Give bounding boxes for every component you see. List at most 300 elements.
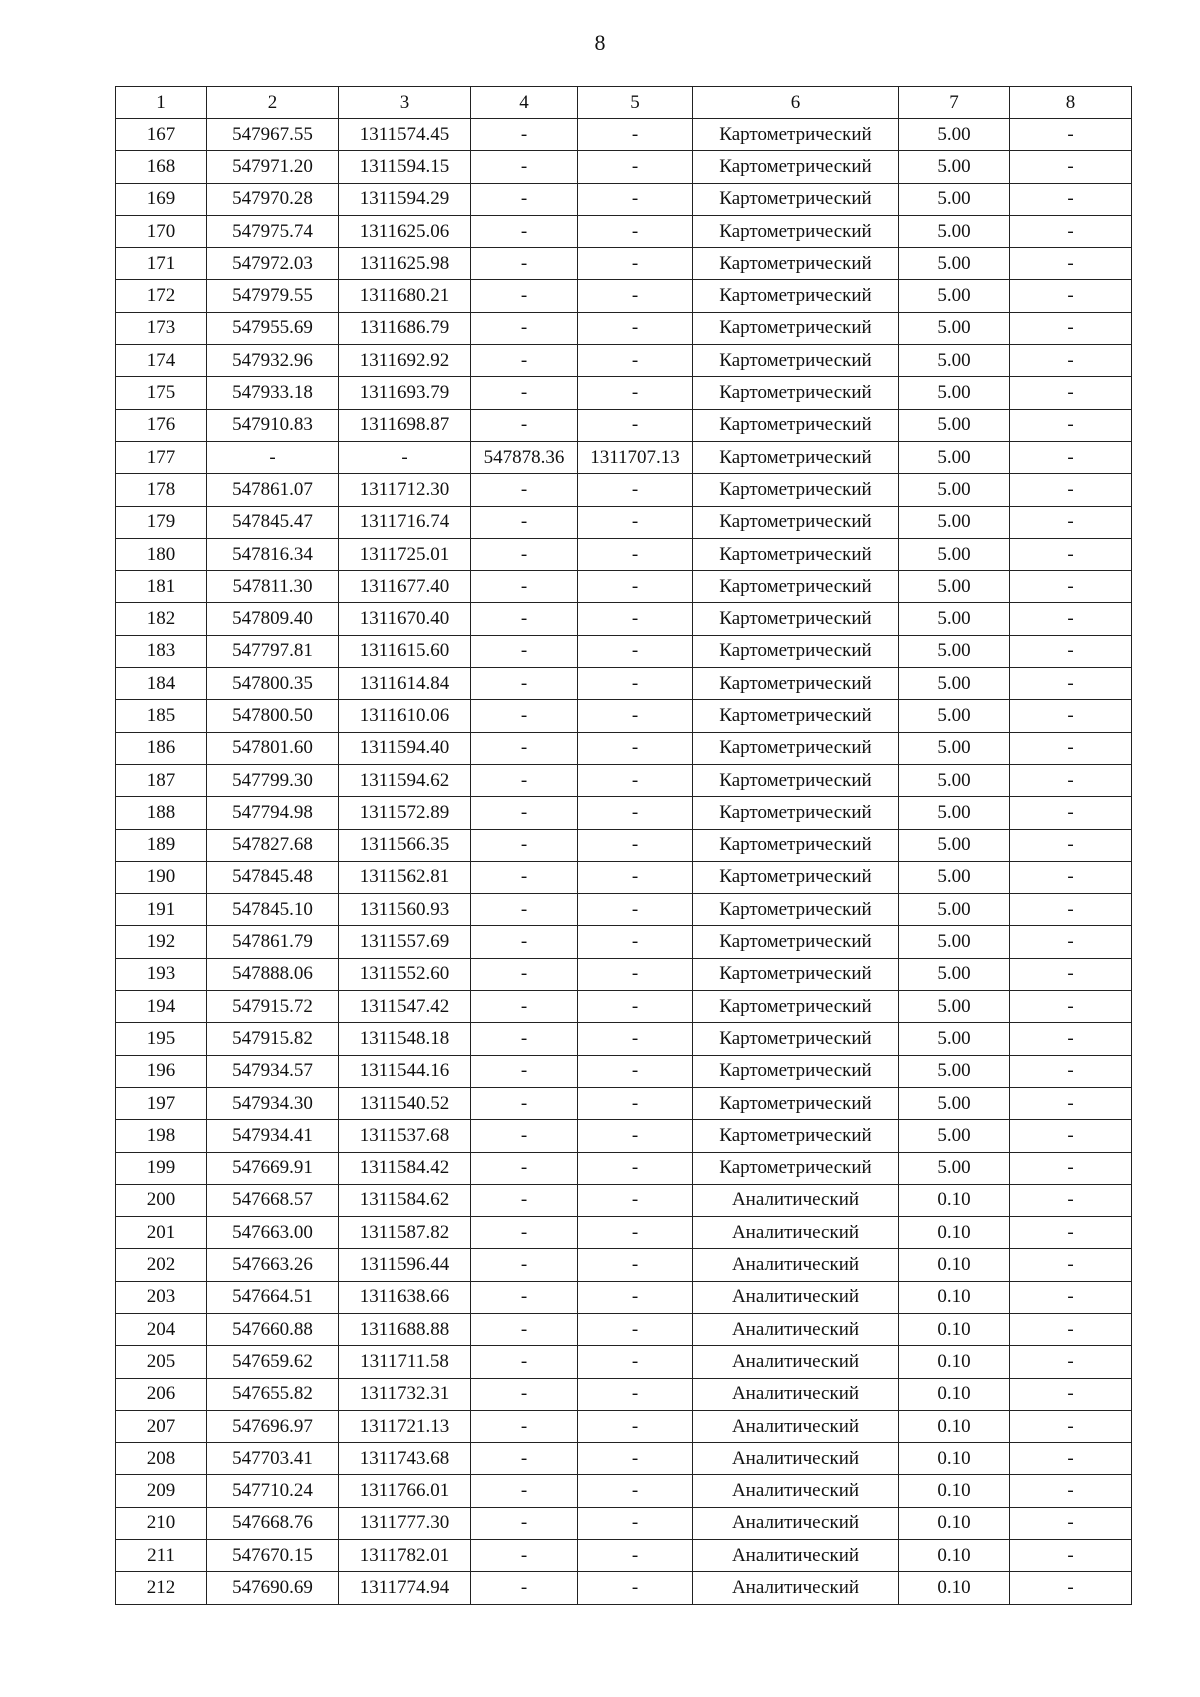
table-row [116,215,1132,247]
table-cell: - [1010,345,1132,377]
table-cell: 5.00 [899,1087,1010,1119]
table-row [116,603,1132,635]
table-row [116,1281,1132,1313]
table-cell: 1311743.68 [339,1443,471,1475]
table-cell: 5.00 [899,829,1010,861]
table-cell: - [471,1055,578,1087]
table-row [116,764,1132,796]
table-cell: - [578,1540,693,1572]
table-cell: 547811.30 [207,571,339,603]
table-cell: Картометрический [693,280,899,312]
table-cell: - [578,1410,693,1442]
table-cell: 5.00 [899,312,1010,344]
table-cell: 1311560.93 [339,894,471,926]
table-cell: 177 [116,441,207,473]
table-cell: 1311557.69 [339,926,471,958]
table-cell: 1311540.52 [339,1087,471,1119]
table-cell: - [471,409,578,441]
table-cell: Картометрический [693,312,899,344]
table-cell: 1311615.60 [339,635,471,667]
table-cell: - [471,1410,578,1442]
table-cell: 0.10 [899,1249,1010,1281]
table-row [116,668,1132,700]
table-cell: - [578,1023,693,1055]
table-row [116,1120,1132,1152]
table-cell: - [471,926,578,958]
table-cell: - [578,345,693,377]
table-cell: 1311725.01 [339,538,471,570]
table-cell: 5.00 [899,668,1010,700]
table-row [116,829,1132,861]
table-cell: - [1010,1443,1132,1475]
table-cell: 200 [116,1184,207,1216]
table-cell: 547703.41 [207,1443,339,1475]
table-row [116,1313,1132,1345]
table-cell: - [1010,215,1132,247]
table-cell: - [578,280,693,312]
table-cell: 547970.28 [207,183,339,215]
table-cell: - [471,668,578,700]
column-header: 7 [899,87,1010,119]
table-cell: - [578,377,693,409]
table-cell: 1311547.42 [339,991,471,1023]
table-row [116,441,1132,473]
table-cell: - [578,668,693,700]
table-cell: - [471,183,578,215]
table-cell: 182 [116,603,207,635]
table-cell: 5.00 [899,1152,1010,1184]
table-cell: - [471,1249,578,1281]
table-cell: 5.00 [899,409,1010,441]
table-cell: - [578,829,693,861]
table-cell: 5.00 [899,345,1010,377]
table-cell: 173 [116,312,207,344]
table-cell: 547915.82 [207,1023,339,1055]
table-cell: - [471,732,578,764]
table-row [116,1540,1132,1572]
table-cell: - [1010,991,1132,1023]
table-cell: - [1010,797,1132,829]
table-cell: 547794.98 [207,797,339,829]
table-cell: 547690.69 [207,1572,339,1604]
table-cell: 1311688.88 [339,1313,471,1345]
table-row [116,377,1132,409]
table-cell: 185 [116,700,207,732]
table-cell: 199 [116,1152,207,1184]
table-cell: 0.10 [899,1572,1010,1604]
table-row [116,1346,1132,1378]
table-cell: - [578,732,693,764]
table-cell: 184 [116,668,207,700]
table-cell: - [578,991,693,1023]
table-cell: - [471,571,578,603]
table-cell: 5.00 [899,441,1010,473]
table-cell: 547663.00 [207,1217,339,1249]
table-cell: 1311574.45 [339,119,471,151]
table-cell: Картометрический [693,151,899,183]
page-number: 8 [594,30,606,55]
table-cell: - [471,538,578,570]
table-cell: 547933.18 [207,377,339,409]
table-cell: - [471,797,578,829]
table-cell: 547861.07 [207,474,339,506]
table-body [116,119,1132,1605]
table-cell: 179 [116,506,207,538]
table-row [116,312,1132,344]
table-cell: - [1010,1023,1132,1055]
table-cell: Картометрический [693,377,899,409]
table-cell: - [471,1540,578,1572]
table-row [116,345,1132,377]
table-cell: 198 [116,1120,207,1152]
table-cell: - [1010,700,1132,732]
table-cell: - [471,603,578,635]
table-cell: 0.10 [899,1378,1010,1410]
table-row [116,1023,1132,1055]
table-cell: Картометрический [693,958,899,990]
table-cell: - [471,1087,578,1119]
table-cell: - [578,1055,693,1087]
table-cell: 1311610.06 [339,700,471,732]
table-cell: Картометрический [693,764,899,796]
table-cell: - [1010,571,1132,603]
table-cell: 1311670.40 [339,603,471,635]
table-cell: 1311686.79 [339,312,471,344]
table-cell: - [1010,1055,1132,1087]
table-cell: Картометрический [693,1055,899,1087]
table-cell: - [1010,1410,1132,1442]
table-cell: - [1010,474,1132,506]
table-cell: - [578,571,693,603]
table-cell: 0.10 [899,1443,1010,1475]
table-cell: - [1010,441,1132,473]
table-row [116,861,1132,893]
table-cell: - [471,1152,578,1184]
table-cell: Аналитический [693,1475,899,1507]
table-cell: 5.00 [899,958,1010,990]
table-cell: 1311594.62 [339,764,471,796]
table-cell: - [578,474,693,506]
table-cell: - [339,441,471,473]
table-cell: - [578,1217,693,1249]
table-cell: - [471,700,578,732]
table-cell: - [578,1443,693,1475]
table-cell: - [578,183,693,215]
table-cell: 547967.55 [207,119,339,151]
column-header: 2 [207,87,339,119]
table-cell: Картометрический [693,1087,899,1119]
table-cell: 547827.68 [207,829,339,861]
table-cell: 5.00 [899,991,1010,1023]
table-cell: - [578,1152,693,1184]
table-cell: 176 [116,409,207,441]
table-cell: - [471,635,578,667]
table-cell: - [1010,1217,1132,1249]
table-cell: Картометрический [693,668,899,700]
table-cell: - [1010,377,1132,409]
table-cell: 5.00 [899,119,1010,151]
table-cell: 1311594.29 [339,183,471,215]
table-row [116,1217,1132,1249]
table-cell: 547664.51 [207,1281,339,1313]
table-cell: - [578,1475,693,1507]
table-cell: 547915.72 [207,991,339,1023]
table-cell: 1311774.94 [339,1572,471,1604]
table-cell: 5.00 [899,1023,1010,1055]
table-cell: - [1010,764,1132,796]
table-cell: 0.10 [899,1410,1010,1442]
table-cell: - [471,377,578,409]
table-cell: - [578,1249,693,1281]
table-cell: 0.10 [899,1184,1010,1216]
table-cell: - [1010,635,1132,667]
table-row [116,474,1132,506]
table-cell: Картометрический [693,861,899,893]
table-cell: Картометрический [693,119,899,151]
table-cell: - [471,1184,578,1216]
table-cell: 0.10 [899,1217,1010,1249]
table-cell: - [1010,603,1132,635]
table-cell: Аналитический [693,1313,899,1345]
table-cell: 1311548.18 [339,1023,471,1055]
table-cell: Картометрический [693,926,899,958]
table-cell: 208 [116,1443,207,1475]
table-cell: 167 [116,119,207,151]
table-cell: 547816.34 [207,538,339,570]
table-cell: - [471,506,578,538]
table-cell: 1311537.68 [339,1120,471,1152]
table-cell: - [471,829,578,861]
table-cell: 1311584.42 [339,1152,471,1184]
table-cell: Картометрический [693,248,899,280]
table-cell: 190 [116,861,207,893]
table-cell: - [471,248,578,280]
table-cell: - [471,1120,578,1152]
table-row [116,1507,1132,1539]
table-cell: - [1010,1184,1132,1216]
table-cell: 5.00 [899,506,1010,538]
table-cell: - [471,312,578,344]
table-cell: 5.00 [899,151,1010,183]
table-cell: 0.10 [899,1281,1010,1313]
table-row [116,1475,1132,1507]
table-cell: 5.00 [899,732,1010,764]
table-cell: - [1010,119,1132,151]
table-row [116,635,1132,667]
table-cell: Аналитический [693,1507,899,1539]
column-header: 3 [339,87,471,119]
table-cell: 168 [116,151,207,183]
table-cell: - [471,894,578,926]
table-cell: 174 [116,345,207,377]
table-row [116,732,1132,764]
table-cell: 1311552.60 [339,958,471,990]
table-row [116,571,1132,603]
table-row [116,1249,1132,1281]
table-cell: 205 [116,1346,207,1378]
table-cell: 169 [116,183,207,215]
table-cell: - [471,991,578,1023]
table-cell: - [1010,829,1132,861]
table-cell: 187 [116,764,207,796]
table-cell: 0.10 [899,1346,1010,1378]
table-row [116,1087,1132,1119]
table-cell: Картометрический [693,1120,899,1152]
table-cell: - [578,603,693,635]
table-cell: - [578,1572,693,1604]
table-cell: 5.00 [899,635,1010,667]
table-cell: 204 [116,1313,207,1345]
table-cell: - [471,861,578,893]
table-cell: 5.00 [899,538,1010,570]
table-cell: 547861.79 [207,926,339,958]
table-cell: 192 [116,926,207,958]
table-cell: - [1010,1507,1132,1539]
table-row [116,1443,1132,1475]
table-cell: Картометрический [693,1152,899,1184]
table-cell: 5.00 [899,474,1010,506]
table-cell: - [1010,1346,1132,1378]
table-cell: Картометрический [693,700,899,732]
table-row [116,1572,1132,1604]
table-cell: - [471,215,578,247]
table-cell: - [471,280,578,312]
table-cell: - [471,1443,578,1475]
table-cell: 1311711.58 [339,1346,471,1378]
table-cell: 1311680.21 [339,280,471,312]
table-cell: Картометрический [693,571,899,603]
table-cell: 547660.88 [207,1313,339,1345]
table-cell: 5.00 [899,894,1010,926]
table-cell: - [1010,1281,1132,1313]
table-cell: - [1010,1475,1132,1507]
table-cell: - [1010,248,1132,280]
table-cell: - [578,958,693,990]
table-row [116,538,1132,570]
table-cell: 171 [116,248,207,280]
table-row [116,1152,1132,1184]
table-row [116,700,1132,732]
table-cell: - [578,700,693,732]
table-cell: 547955.69 [207,312,339,344]
table-cell: - [578,797,693,829]
table-cell: 5.00 [899,1055,1010,1087]
table-cell: - [1010,1540,1132,1572]
table-cell: 186 [116,732,207,764]
table-cell: - [578,215,693,247]
table-cell: 1311721.13 [339,1410,471,1442]
table-cell: 1311594.15 [339,151,471,183]
table-cell: 1311716.74 [339,506,471,538]
table-cell: - [578,1184,693,1216]
table-row [116,151,1132,183]
table-cell: 202 [116,1249,207,1281]
table-cell: 1311707.13 [578,441,693,473]
table-cell: 196 [116,1055,207,1087]
table-row [116,119,1132,151]
table-cell: 0.10 [899,1313,1010,1345]
table-cell: 209 [116,1475,207,1507]
table-cell: 1311712.30 [339,474,471,506]
table-cell: - [1010,668,1132,700]
table-cell: 5.00 [899,926,1010,958]
table-cell: 183 [116,635,207,667]
table-cell: 1311625.98 [339,248,471,280]
table-cell: - [1010,1152,1132,1184]
table-cell: 5.00 [899,1120,1010,1152]
table-cell: 5.00 [899,248,1010,280]
table-cell: - [578,119,693,151]
table-cell: 178 [116,474,207,506]
table-cell: 547845.10 [207,894,339,926]
table-cell: 212 [116,1572,207,1604]
table-cell: - [471,1217,578,1249]
table-cell: - [578,764,693,796]
table-cell: - [471,151,578,183]
table-cell: - [471,474,578,506]
table-cell: 197 [116,1087,207,1119]
table-cell: Картометрический [693,991,899,1023]
table-cell: - [578,861,693,893]
table-cell: 1311698.87 [339,409,471,441]
table-cell: Аналитический [693,1378,899,1410]
table-cell: 189 [116,829,207,861]
table-cell: 547845.48 [207,861,339,893]
table-cell: - [1010,538,1132,570]
table-cell: - [578,894,693,926]
table-cell: - [1010,1572,1132,1604]
table-cell: - [471,1475,578,1507]
table-cell: 547801.60 [207,732,339,764]
table-cell: 547878.36 [471,441,578,473]
table-cell: 547845.47 [207,506,339,538]
table-row [116,958,1132,990]
table-cell: - [471,764,578,796]
table-cell: - [578,1507,693,1539]
table-cell: 547655.82 [207,1378,339,1410]
table-cell: Картометрический [693,603,899,635]
table-cell: 1311677.40 [339,571,471,603]
table-cell: - [578,538,693,570]
table-row [116,409,1132,441]
table-cell: 1311693.79 [339,377,471,409]
table-cell: 203 [116,1281,207,1313]
table-cell: - [471,958,578,990]
table-cell: - [578,312,693,344]
table-cell: Аналитический [693,1249,899,1281]
table-cell: Картометрический [693,732,899,764]
column-header: 5 [578,87,693,119]
table-cell: 195 [116,1023,207,1055]
table-cell: Картометрический [693,1023,899,1055]
table-cell: - [471,345,578,377]
table-cell: - [471,1281,578,1313]
table-row [116,991,1132,1023]
table-row [116,506,1132,538]
table-cell: - [1010,732,1132,764]
table-cell: Аналитический [693,1443,899,1475]
table-cell: 1311594.40 [339,732,471,764]
table-row [116,926,1132,958]
table-cell: 175 [116,377,207,409]
table-row [116,894,1132,926]
table-cell: - [471,1572,578,1604]
table-cell: Аналитический [693,1410,899,1442]
table-cell: 547663.26 [207,1249,339,1281]
table-cell: 172 [116,280,207,312]
table-cell: 191 [116,894,207,926]
table-cell: 180 [116,538,207,570]
